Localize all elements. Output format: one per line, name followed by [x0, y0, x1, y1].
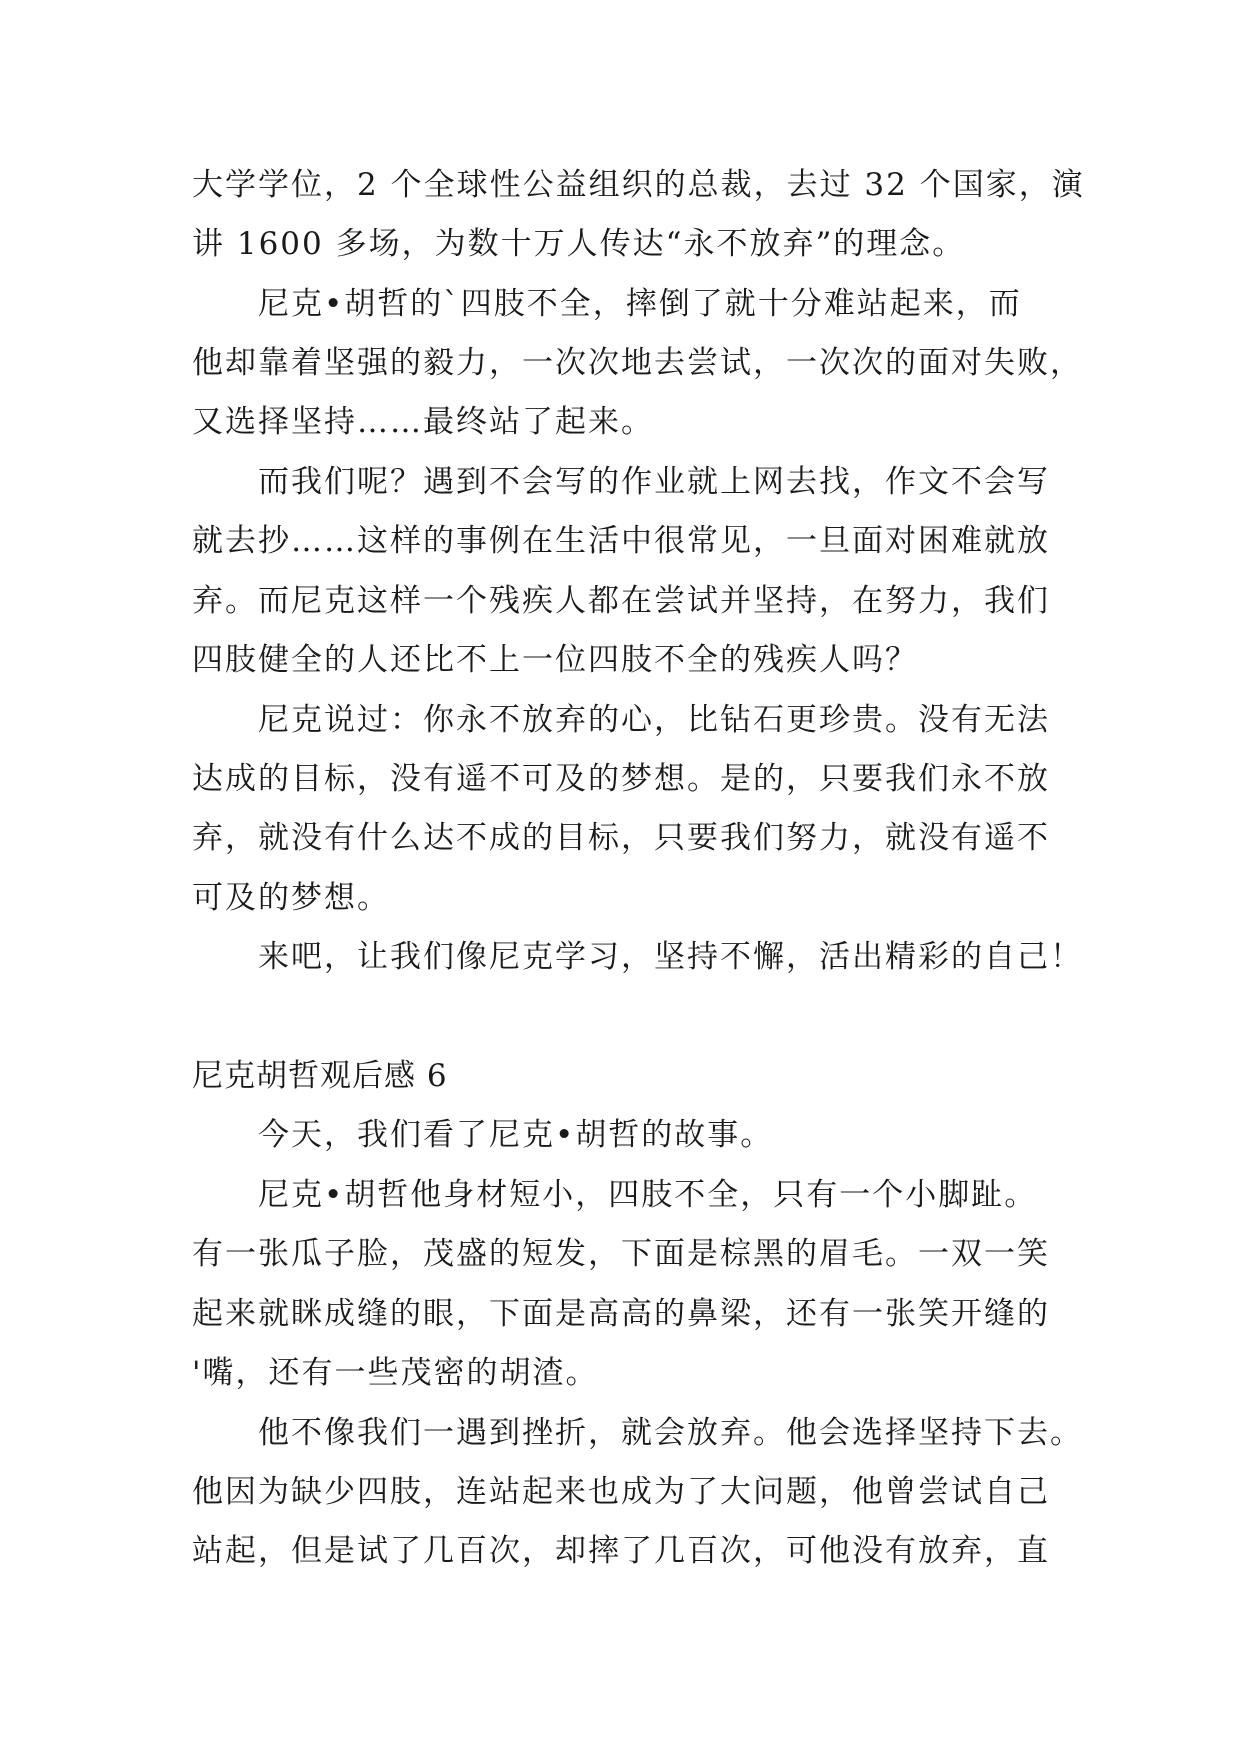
text-line: 今天，我们看了尼克•胡哲的故事。 [258, 1117, 774, 1153]
text-line: 四肢健全的人还比不上一位四肢不全的残疾人吗？ [192, 642, 918, 678]
text-line: 来吧，让我们像尼克学习，坚持不懈，活出精彩的自己！ [258, 939, 1083, 975]
text-line: 弃。而尼克这样一个残疾人都在尝试并坚持，在努力，我们 [192, 583, 1050, 619]
section-title: 尼克胡哲观后感 6 [192, 1058, 448, 1094]
text-line: 站起，但是试了几百次，却摔了几百次，可他没有放弃，直 [192, 1533, 1050, 1569]
text-line: '嘴，还有一些茂密的胡渣。 [192, 1355, 599, 1391]
text-line: 尼克•胡哲他身材短小，四肢不全，只有一个小脚趾。 [258, 1177, 1038, 1213]
text-line: 讲 1600 多场，为数十万人传达“永不放弃”的理念。 [192, 226, 966, 262]
text-line: 他却靠着坚强的毅力，一次次地去尝试，一次次的面对失败， [192, 345, 1083, 381]
text-line: 弃，就没有什么达不成的目标，只要我们努力，就没有遥不 [192, 820, 1050, 856]
text-line: 起来就眯成缝的眼，下面是高高的鼻梁，还有一张笑开缝的 [192, 1296, 1050, 1332]
text-line: 可及的梦想。 [192, 880, 390, 916]
text-line: 而我们呢？遇到不会写的作业就上网去找，作文不会写 [258, 464, 1050, 500]
text-line: 尼克说过：你永不放弃的心，比钻石更珍贵。没有无法 [258, 702, 1050, 738]
text-line: 又选择坚持……最终站了起来。 [192, 404, 654, 440]
text-line: 大学学位，2 个全球性公益组织的总裁，去过 32 个国家，演 [192, 167, 1085, 203]
text-line: 尼克•胡哲的`四肢不全，摔倒了就十分难站起来，而 [258, 286, 1022, 322]
text-line: 达成的目标，没有遥不可及的梦想。是的，只要我们永不放 [192, 761, 1050, 797]
text-line: 他不像我们一遇到挫折，就会放弃。他会选择坚持下去。 [258, 1415, 1083, 1451]
text-line: 他因为缺少四肢，连站起来也成为了大问题，他曾尝试自己 [192, 1474, 1050, 1510]
text-line: 就去抄……这样的事例在生活中很常见，一旦面对困难就放 [192, 523, 1050, 559]
text-line: 有一张瓜子脸，茂盛的短发，下面是棕黑的眉毛。一双一笑 [192, 1236, 1050, 1272]
